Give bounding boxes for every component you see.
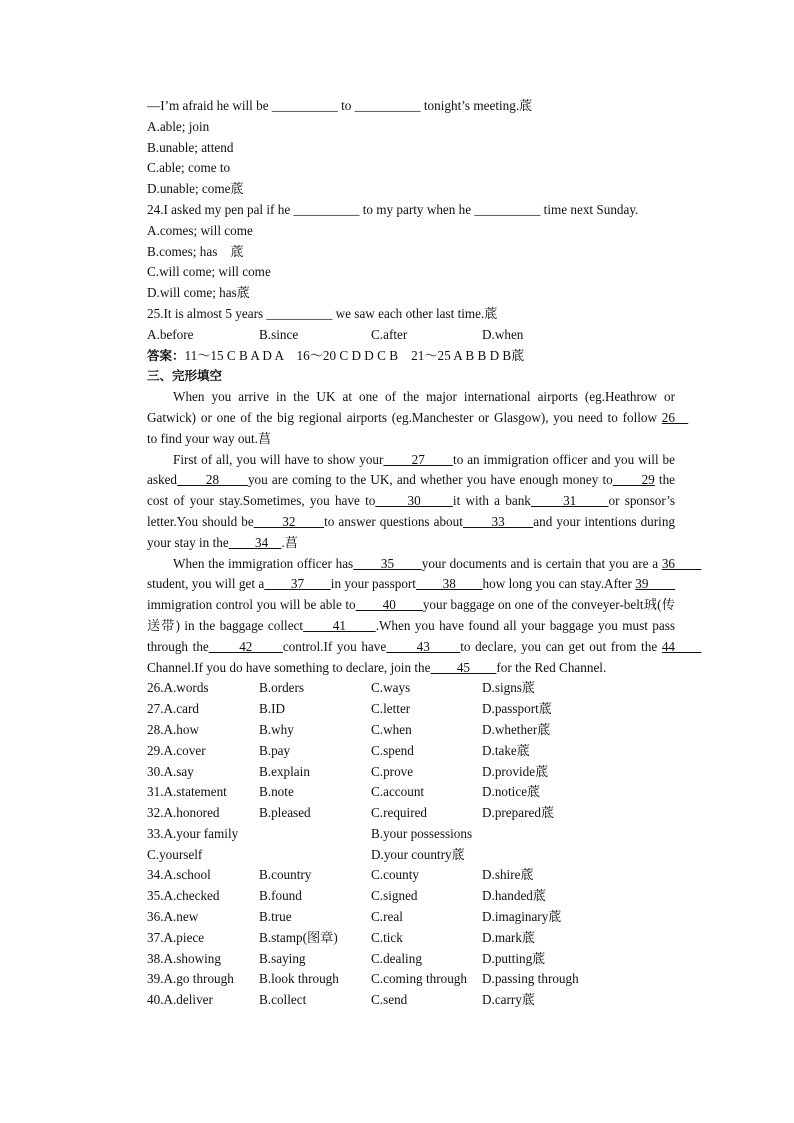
blank-28: 28 <box>177 472 248 488</box>
q25-option-c: C.after <box>371 326 408 342</box>
option-b: B.orders <box>259 680 305 696</box>
q24-stem: 24.I asked my pen pal if he __________ to my party when he __________ time next Sunday. <box>147 201 639 217</box>
q23-stem: —I’m afraid he will be __________ to __________ tonight’s meeting.菧 <box>147 98 533 113</box>
option-a: 35.A.checked <box>147 888 220 904</box>
options-row <box>147 741 675 762</box>
blank-29: 29 <box>612 472 655 488</box>
option-d: D.take菧 <box>482 742 530 758</box>
options-row-33a <box>147 824 675 845</box>
option-a: 29.A.cover <box>147 742 206 758</box>
option-b: B.ID <box>259 701 286 717</box>
options-row-33b <box>147 845 675 866</box>
option-a: 40.A.deliver <box>147 992 213 1008</box>
option-b: B.country <box>259 867 312 883</box>
q23-option-d: D.unable; come菧 <box>147 181 244 197</box>
options-row <box>147 720 675 741</box>
q23-option-b: B.unable; attend <box>147 139 234 155</box>
options-row <box>147 886 675 907</box>
option-c: C.signed <box>371 888 418 904</box>
option-b: B.saying <box>259 950 306 966</box>
option-d: D.your country菧 <box>371 846 465 862</box>
option-d: D.mark菧 <box>482 929 536 945</box>
answer-text: 11～15 C B A D A 16～20 C D D C B 21～25 A B B D B菧 <box>184 347 525 363</box>
q25-options <box>147 325 675 346</box>
option-a: 37.A.piece <box>147 929 205 945</box>
option-b: B.pay <box>259 742 291 758</box>
option-c: C.tick <box>371 929 403 945</box>
option-a: 39.A.go through <box>147 971 234 987</box>
options-row <box>147 949 675 970</box>
option-d: D.passport菧 <box>482 701 552 717</box>
blank-36: 36 <box>661 555 702 571</box>
option-c: C.prove <box>371 763 414 779</box>
options-row <box>147 803 675 824</box>
blank-39: 39 <box>635 576 676 592</box>
exam-page <box>147 96 702 1011</box>
options-row <box>147 762 675 783</box>
blank-45: 45 <box>430 659 497 675</box>
options-list <box>147 678 675 824</box>
q23-option-c: C.able; come to <box>147 160 231 176</box>
option-c: C.real <box>371 909 403 925</box>
option-a: 32.A.honored <box>147 805 220 821</box>
option-d: D.prepared菧 <box>482 805 555 821</box>
blank-27: 27 <box>383 451 454 467</box>
blank-44: 44 <box>661 638 702 654</box>
option-a: 31.A.statement <box>147 784 227 800</box>
options-list <box>147 865 675 1011</box>
q24-option-c: C.will come; will come <box>147 264 271 280</box>
q25-option-b: B.since <box>259 326 299 342</box>
option-c: C.coming through <box>371 971 467 987</box>
option-a: 36.A.new <box>147 909 199 925</box>
option-a: 33.A.your family <box>147 825 239 841</box>
option-b: B.note <box>259 784 294 800</box>
blank-35: 35 <box>353 555 422 571</box>
option-d: D.handed菧 <box>482 888 547 904</box>
q25-option-a: A.before <box>147 326 194 342</box>
answer-label: 答案： <box>147 347 185 363</box>
q25-option-d: D.when <box>482 326 524 342</box>
option-b: B.collect <box>259 992 307 1008</box>
option-a: 38.A.showing <box>147 950 221 966</box>
option-c: C.when <box>371 721 412 737</box>
section-title: 三、完形填空 <box>147 368 223 384</box>
options-row <box>147 865 675 886</box>
answer-key <box>147 346 675 367</box>
option-b: B.stamp(图章) <box>259 929 338 945</box>
option-b: B.found <box>259 888 302 904</box>
blank-30: 30 <box>375 493 453 509</box>
option-c: C.account <box>371 784 425 800</box>
option-d: D.signs菧 <box>482 680 536 696</box>
passage-paragraph-2: First of all, you will have to show your 27 to an immigration officer and you will be asked 28 you are coming to the UK, and whether you have enough money to 29 the cost of your stay.Sometimes, you have to 30 it with a bank 31 or sponsor’s letter.You should be 32 to answer questions about 33 and your intentions during your stay in the 34 .菖 <box>147 451 676 550</box>
blank-40: 40 <box>355 597 423 613</box>
option-d: D.imaginary菧 <box>482 909 562 925</box>
passage-paragraph-1: When you arrive in the UK at one of the major international airports (eg.Heathrow or Gatwick) or one of the big regional airports (eg.Manchester or Glasgow), you need to follow 26 to find your way out.菖 <box>147 389 689 446</box>
option-a: 27.A.card <box>147 701 199 717</box>
blank-41: 41 <box>303 617 376 633</box>
option-b: B.pleased <box>259 805 311 821</box>
option-c: C.required <box>371 805 428 821</box>
blank-33: 33 <box>462 513 534 529</box>
blank-26: 26 <box>661 409 689 425</box>
option-a: 26.A.words <box>147 680 209 696</box>
options-row <box>147 990 675 1011</box>
option-b: B.your possessions <box>371 825 473 841</box>
options-row <box>147 969 675 990</box>
q24-option-a: A.comes; will come <box>147 222 253 238</box>
option-a: 28.A.how <box>147 721 200 737</box>
option-b: B.true <box>259 909 292 925</box>
option-b: B.look through <box>259 971 339 987</box>
passage-paragraph-3: When the immigration officer has 35 your documents and is certain that you are a 36 student, you will get a 37 in your passport 38 how long you can stay.After 39 immigration control you will be able to 40 your baggage on one of the conveyer-belt珬(传送带) in the baggage collect 41 .When you have found all your baggage you must pass through the 42 control.If you have 43 to declare, you can get out from the 44 Channel.If you do have something to declare, join the 45 for the Red Channel. <box>147 555 702 675</box>
q25-stem: 25.It is almost 5 years __________ we saw each other last time.菧 <box>147 305 498 321</box>
options-row <box>147 782 675 803</box>
option-c: C.spend <box>371 742 414 758</box>
options-row <box>147 699 675 720</box>
options-row <box>147 907 675 928</box>
q24-option-b: B.comes; has 菧 <box>147 243 244 259</box>
option-d: D.passing through <box>482 971 579 987</box>
option-c: C.letter <box>371 701 411 717</box>
blank-38: 38 <box>415 576 483 592</box>
blank-34: 34 <box>228 534 282 550</box>
option-d: D.shire菧 <box>482 867 534 883</box>
option-c: C.dealing <box>371 950 422 966</box>
blank-32: 32 <box>253 513 325 529</box>
option-a: 34.A.school <box>147 867 211 883</box>
option-d: D.putting菧 <box>482 950 546 966</box>
q23-option-a: A.able; join <box>147 118 210 134</box>
option-d: D.notice菧 <box>482 784 541 800</box>
option-a: 30.A.say <box>147 763 194 779</box>
q24-option-d: D.will come; has菧 <box>147 285 250 301</box>
blank-42: 42 <box>208 638 283 654</box>
blank-31: 31 <box>530 493 609 509</box>
options-row <box>147 928 675 949</box>
option-c: C.send <box>371 992 408 1008</box>
blank-43: 43 <box>386 638 461 654</box>
option-d: D.carry菧 <box>482 992 536 1008</box>
option-c: C.ways <box>371 680 411 696</box>
option-c: C.county <box>371 867 419 883</box>
option-c: C.yourself <box>147 846 203 862</box>
option-b: B.why <box>259 721 294 737</box>
option-d: D.whether菧 <box>482 721 551 737</box>
blank-37: 37 <box>264 576 331 592</box>
options-row <box>147 678 675 699</box>
option-d: D.provide菧 <box>482 763 549 779</box>
option-b: B.explain <box>259 763 310 779</box>
